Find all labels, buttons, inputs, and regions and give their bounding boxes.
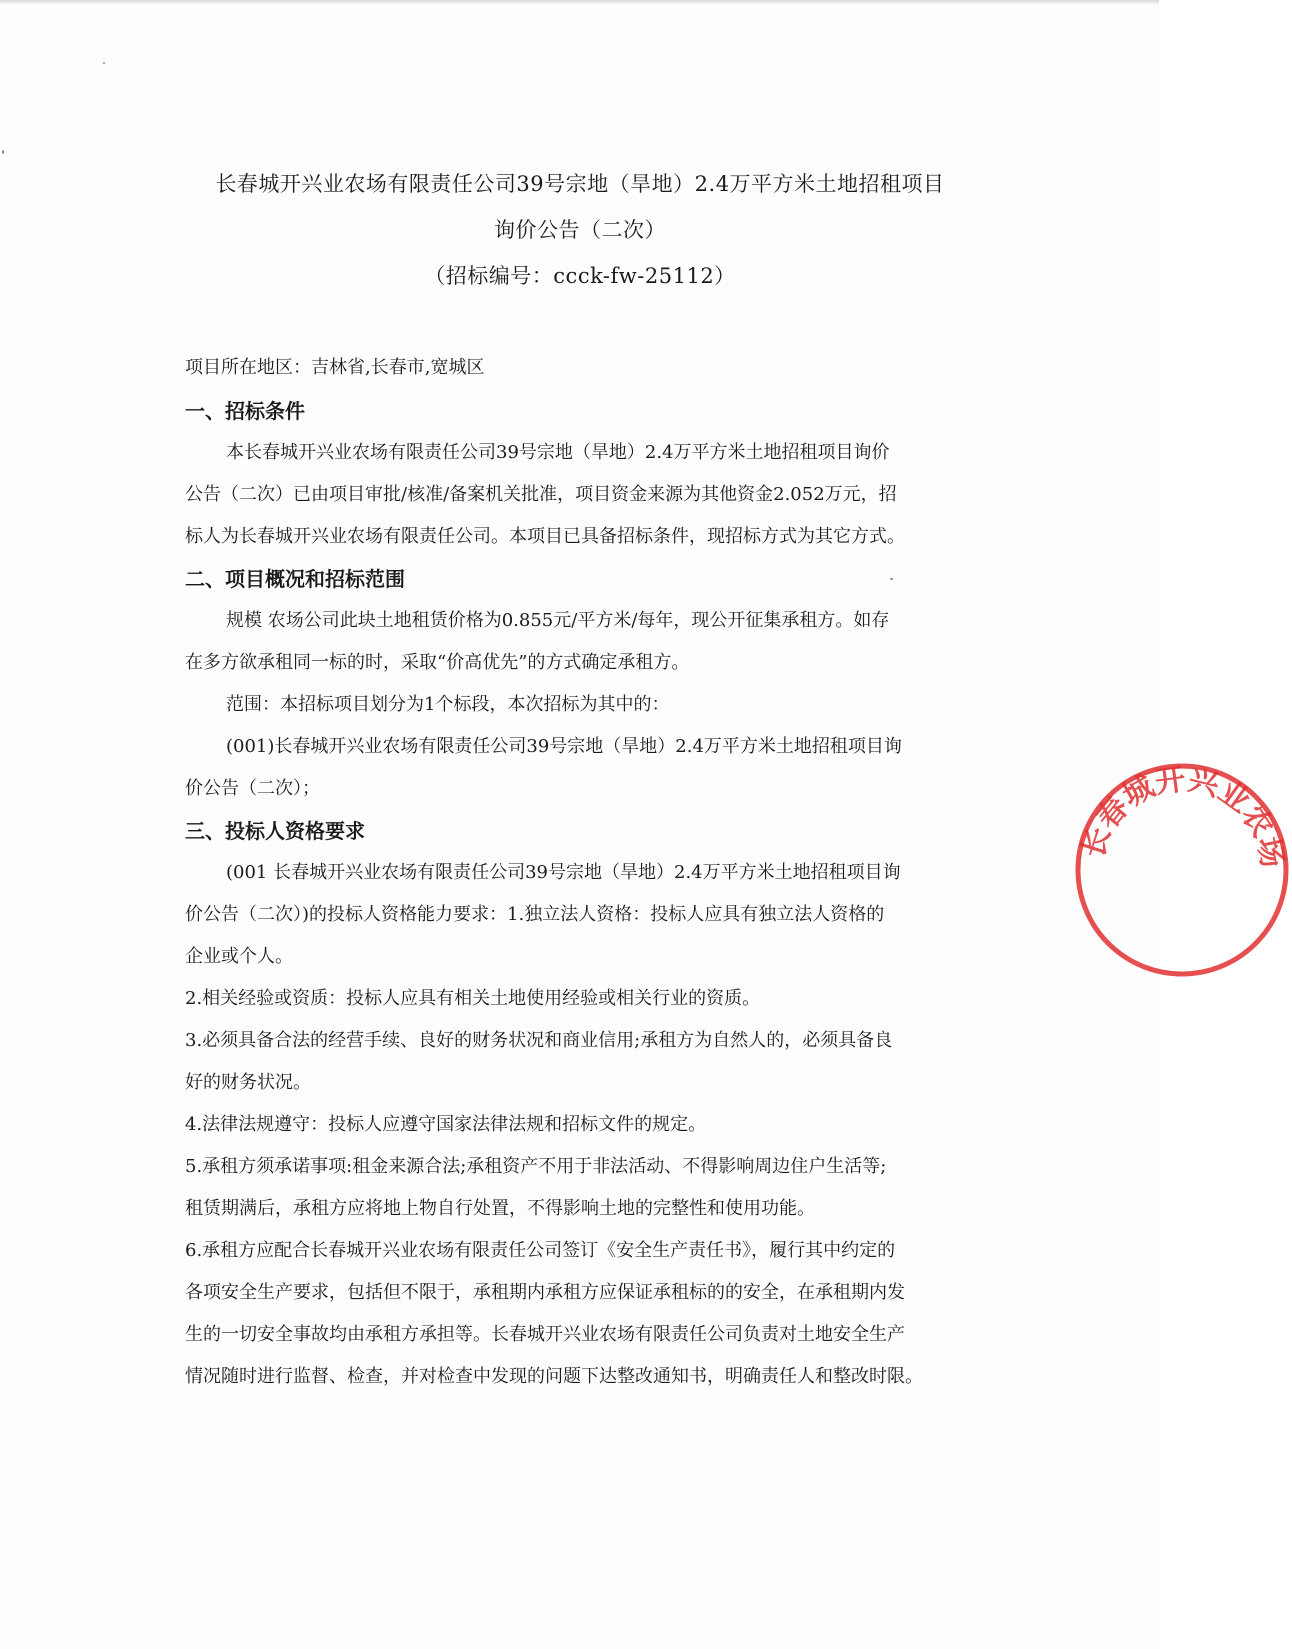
project-location: 项目所在地区：吉林省,长春市,宽城区 bbox=[185, 357, 485, 378]
paragraph-line: 标人为长春城开兴业农场有限责任公司。本项目已具备招标条件，现招标方式为其它方式。 bbox=[185, 526, 905, 547]
paragraph-line: 生的一切安全事故均由承租方承担等。长春城开兴业农场有限责任公司负责对土地安全生产 bbox=[185, 1324, 905, 1345]
paragraph-line: 公告（二次）已由项目审批/核准/备案机关批准，项目资金来源为其他资金2.052万元，招 bbox=[185, 484, 897, 505]
tender-number: （招标编号：ccck-fw-25112） bbox=[424, 264, 736, 288]
paragraph-line: 各项安全生产要求，包括但不限于，承租期内承租方应保证承租标的的安全，在承租期内发 bbox=[185, 1282, 905, 1303]
paragraph-line: 规模 农场公司此块土地租赁价格为0.855元/平方米/每年，现公开征集承租方。如存 bbox=[226, 610, 890, 631]
scan-speck bbox=[890, 578, 893, 580]
scan-speck bbox=[103, 62, 105, 64]
paragraph-line: 4.法律法规遵守：投标人应遵守国家法律法规和招标文件的规定。 bbox=[185, 1114, 707, 1135]
scan-speck bbox=[2, 150, 4, 154]
paragraph-line: 6.承租方应配合长春城开兴业农场有限责任公司签订《安全生产责任书》，履行其中约定的 bbox=[185, 1240, 896, 1261]
scan-top-edge bbox=[0, 0, 1159, 4]
paragraph-line: 情况随时进行监督、检查，并对检查中发现的问题下达整改通知书，明确责任人和整改时限。 bbox=[185, 1366, 923, 1387]
paragraph-line: 3.必须具备合法的经营手续、良好的财务状况和商业信用;承租方为自然人的，必须具备良 bbox=[185, 1030, 893, 1051]
paragraph-line: (001)长春城开兴业农场有限责任公司39号宗地（旱地）2.4万平方米土地招租项目询 bbox=[226, 736, 902, 757]
paragraph-line: 租赁期满后，承租方应将地上物自行处置，不得影响土地的完整性和使用功能。 bbox=[185, 1198, 815, 1219]
paragraph-line: 5.承租方须承诺事项:租金来源合法;承租资产不用于非法活动、不得影响周边住户生活等; bbox=[185, 1156, 887, 1177]
title-block bbox=[150, 170, 1010, 308]
paragraph-line: 在多方欲承租同一标的时，采取“价高优先”的方式确定承租方。 bbox=[185, 652, 690, 673]
company-seal-stamp bbox=[1072, 760, 1292, 980]
seal-text: 长春城开兴业农场 bbox=[1075, 761, 1290, 871]
paragraph-line: 范围：本招标项目划分为1个标段，本次招标为其中的： bbox=[226, 694, 670, 715]
section-heading-3: 三、投标人资格要求 bbox=[185, 819, 365, 843]
title-line-2: 询价公告（二次） bbox=[494, 218, 666, 242]
paragraph-line: 企业或个人。 bbox=[185, 946, 293, 967]
title-line-1: 长春城开兴业农场有限责任公司39号宗地（旱地）2.4万平方米土地招租项目 bbox=[215, 172, 945, 196]
paragraph-line: 本长春城开兴业农场有限责任公司39号宗地（旱地）2.4万平方米土地招租项目询价 bbox=[226, 442, 890, 463]
section-heading-1: 一、招标条件 bbox=[185, 399, 305, 423]
section-heading-2: 二、项目概况和招标范围 bbox=[185, 567, 405, 591]
paragraph-line: (001 长春城开兴业农场有限责任公司39号宗地（旱地）2.4万平方米土地招租项目询 bbox=[226, 862, 901, 883]
paragraph-line: 2.相关经验或资质：投标人应具有相关土地使用经验或相关行业的资质。 bbox=[185, 988, 761, 1009]
paragraph-line: 价公告（二次）； bbox=[185, 778, 320, 799]
paragraph-line: 好的财务状况。 bbox=[185, 1072, 311, 1093]
paragraph-line: 价公告（二次）)的投标人资格能力要求：1.独立法人资格：投标人应具有独立法人资格的 bbox=[185, 904, 885, 925]
